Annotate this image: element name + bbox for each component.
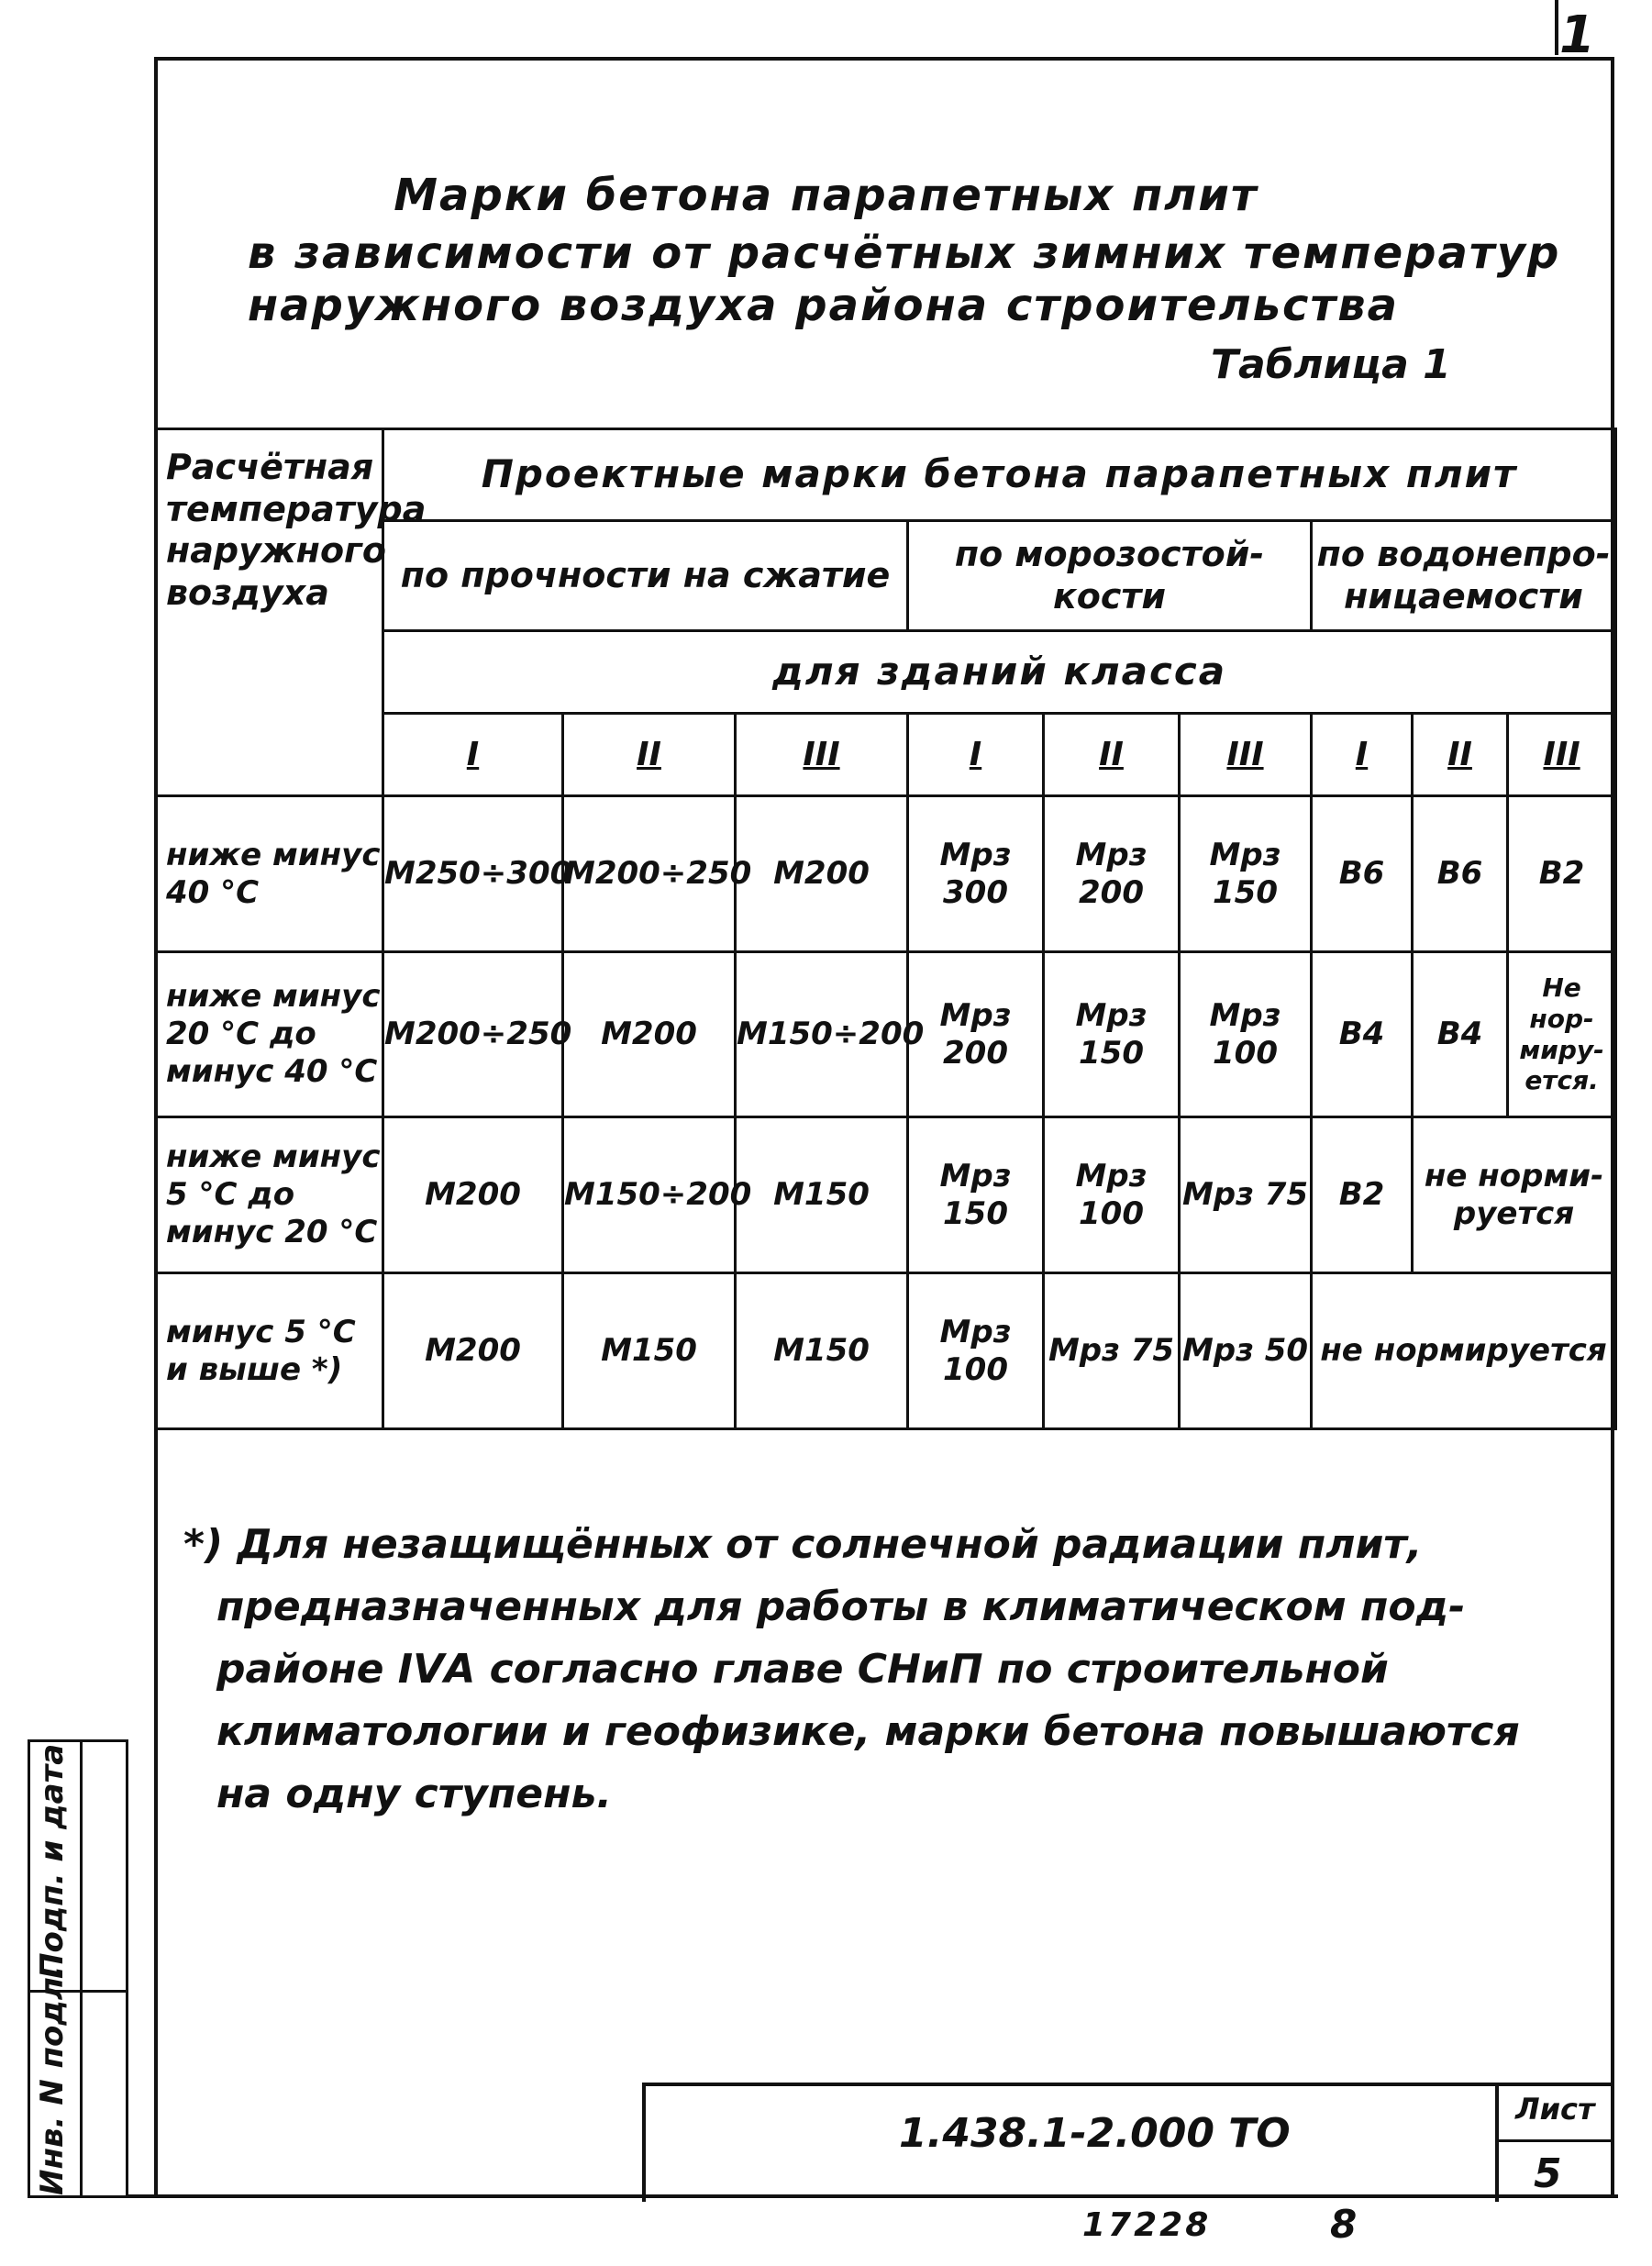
group-header: Проектные марки бетона парапетных плит xyxy=(383,429,1616,521)
inventory-number: 17228 xyxy=(1082,2206,1212,2244)
title-line-1: Марки бетона парапетных плит xyxy=(394,170,1258,221)
strength-cell: М200 xyxy=(736,796,908,952)
footnote-line: климатологии и геофизике, марки бетона повышаются xyxy=(216,1708,1520,1755)
water-cell: не норми-руется xyxy=(1413,1117,1616,1273)
footnote xyxy=(183,1514,1578,1826)
strength-header: по прочности на сжатие xyxy=(383,521,908,631)
frost-cell: Мрз 75 xyxy=(1044,1273,1180,1429)
sheet-corner-divider xyxy=(1555,0,1558,55)
temperature-column-header: Расчётная температура наружного воздуха xyxy=(156,429,383,796)
temperature-cell: ниже минус 40 °С xyxy=(156,796,383,952)
water-cell: В2 xyxy=(1508,796,1616,952)
concrete-grades-table xyxy=(154,428,1617,1430)
frost-cell: Мрз 200 xyxy=(908,952,1044,1117)
strength-cell: М200 xyxy=(383,1117,563,1273)
stamp-divider xyxy=(80,1742,83,2195)
strength-cell: М250÷300 xyxy=(383,796,563,952)
class-label: III xyxy=(1180,714,1312,796)
water-cell: В4 xyxy=(1413,952,1508,1117)
strength-cell: М150÷200 xyxy=(563,1117,736,1273)
title-line-2: в зависимости от расчётных зимних температур xyxy=(248,228,1561,279)
strength-cell: М150÷200 xyxy=(736,952,908,1117)
footnote-line: районе IVА согласно главе СНиП по строительной xyxy=(216,1646,1389,1693)
temperature-cell: минус 5 °С и выше *) xyxy=(156,1273,383,1429)
sheet-number: 5 xyxy=(1534,2150,1562,2197)
strength-cell: М200÷250 xyxy=(383,952,563,1117)
sheet-cell-divider xyxy=(1499,2139,1614,2142)
sheet-mark: 1 xyxy=(1559,6,1595,65)
table-row xyxy=(156,1273,1616,1429)
inventory-number-label: Инв. N подл. xyxy=(34,1965,71,2195)
footnote-line: предназначенных для работы в климатическом под- xyxy=(216,1583,1466,1630)
frost-cell: Мрз 150 xyxy=(908,1117,1044,1273)
frost-cell: Мрз 100 xyxy=(908,1273,1044,1429)
frost-cell: Мрз 150 xyxy=(1180,796,1312,952)
class-header: для зданий класса xyxy=(383,631,1616,714)
table-row xyxy=(156,796,1616,952)
frost-cell: Мрз 300 xyxy=(908,796,1044,952)
class-label: II xyxy=(1044,714,1180,796)
strength-cell: М200 xyxy=(563,952,736,1117)
title-line-3: наружного воздуха района строительства xyxy=(248,280,1400,331)
title-block xyxy=(642,2083,1614,2202)
class-label: II xyxy=(563,714,736,796)
class-label: III xyxy=(736,714,908,796)
frost-cell: Мрз 100 xyxy=(1180,952,1312,1117)
title-block-left-line xyxy=(642,2083,646,2202)
temperature-cell: ниже минус 20 °С до минус 40 °С xyxy=(156,952,383,1117)
footnote-line: на одну ступень. xyxy=(216,1771,613,1817)
title-block-top-line xyxy=(642,2083,1614,2086)
water-cell: Не нор-миру-ется. xyxy=(1508,952,1616,1117)
strength-cell: М200÷250 xyxy=(563,796,736,952)
water-cell: не нормируется xyxy=(1312,1273,1616,1429)
document-code: 1.438.1-2.000 ТО xyxy=(899,2110,1291,2157)
water-cell: В2 xyxy=(1312,1117,1413,1273)
class-label: II xyxy=(1413,714,1508,796)
sheet-cell xyxy=(1495,2083,1614,2202)
table-row xyxy=(156,952,1616,1117)
strength-cell: М200 xyxy=(383,1273,563,1429)
signature-date-label: Подп. и дата xyxy=(34,1743,71,1979)
sheet-label: Лист xyxy=(1515,2092,1595,2127)
temperature-cell: ниже минус 5 °С до минус 20 °С xyxy=(156,1117,383,1273)
water-cell: В6 xyxy=(1413,796,1508,952)
class-label: I xyxy=(908,714,1044,796)
water-header: по водонепро-ницаемости xyxy=(1312,521,1616,631)
frost-header: по морозостой-кости xyxy=(908,521,1312,631)
table-row xyxy=(156,1117,1616,1273)
table-label: Таблица 1 xyxy=(1211,341,1451,388)
frost-cell: Мрз 100 xyxy=(1044,1117,1180,1273)
frost-cell: Мрз 75 xyxy=(1180,1117,1312,1273)
class-label: III xyxy=(1508,714,1616,796)
water-cell: В6 xyxy=(1312,796,1413,952)
class-label: I xyxy=(1312,714,1413,796)
strength-cell: М150 xyxy=(563,1273,736,1429)
water-cell: В4 xyxy=(1312,952,1413,1117)
frost-cell: Мрз 150 xyxy=(1044,952,1180,1117)
class-label: I xyxy=(383,714,563,796)
strength-cell: М150 xyxy=(736,1273,908,1429)
page-number: 8 xyxy=(1330,2202,1358,2247)
frost-cell: Мрз 50 xyxy=(1180,1273,1312,1429)
frost-cell: Мрз 200 xyxy=(1044,796,1180,952)
strength-cell: М150 xyxy=(736,1117,908,1273)
footnote-line: *) Для незащищённых от солнечной радиации плит, xyxy=(183,1521,1423,1568)
approval-stamp-column xyxy=(28,1739,128,2198)
